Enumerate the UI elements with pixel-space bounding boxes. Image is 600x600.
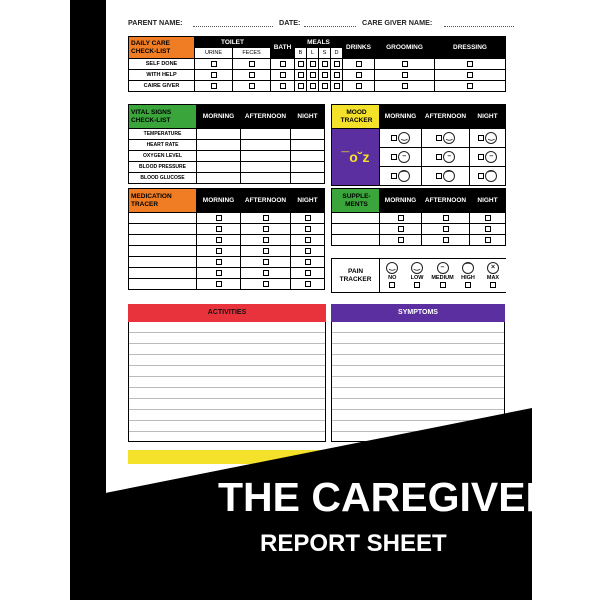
daily-care-row-label: SELF DONE	[129, 59, 195, 70]
neutral-face-icon: –	[443, 151, 455, 163]
supp-afternoon-header: AFTERNOON	[422, 189, 470, 213]
pain-tracker-title: PAIN TRACKER	[332, 259, 380, 293]
pain-face-icon: ×	[487, 262, 499, 274]
pain-level-label: HIGH	[461, 274, 475, 281]
supplements-title: SUPPLE- MENTS	[332, 189, 380, 213]
med-afternoon-header: AFTERNOON	[241, 189, 291, 213]
thinking-face-icon: ¯o˘z	[341, 149, 370, 165]
vital-row-label: OXYGEN LEVEL	[129, 151, 197, 162]
pain-face-icon: ‿	[411, 262, 423, 274]
medication-title: MEDICATION TRACER	[129, 189, 197, 213]
sad-face-icon: ⌒	[398, 170, 410, 182]
daily-care-row-label: CAIRE GIVER	[129, 81, 195, 92]
grooming-header: GROOMING	[375, 37, 435, 59]
urine-header: URINE	[195, 48, 233, 59]
pain-level-label: LOW	[410, 274, 424, 281]
mood-night-header: NIGHT	[470, 105, 506, 129]
meal-s-header: S	[319, 48, 331, 59]
pain-face-icon: ‿	[386, 262, 398, 274]
pain-level-label: MEDIUM	[431, 274, 454, 281]
bath-header: BATH	[271, 37, 295, 59]
supp-night-header: NIGHT	[470, 189, 506, 213]
supp-morning-header: MORNING	[380, 189, 422, 213]
daily-care-row-label: WITH HELP	[129, 70, 195, 81]
vital-row-label: TEMPERATURE	[129, 129, 197, 140]
dressing-header: DRESSING	[435, 37, 506, 59]
med-night-header: NIGHT	[291, 189, 325, 213]
mood-morning-header: MORNING	[380, 105, 422, 129]
neutral-face-icon: –	[485, 151, 497, 163]
drinks-header: DRINKS	[343, 37, 375, 59]
neutral-face-icon: –	[398, 151, 410, 163]
date-label: DATE:	[279, 18, 301, 27]
vital-signs-title: VITAL SIGNS CHECK-LIST	[129, 105, 197, 129]
sad-face-icon: ⌒	[485, 170, 497, 182]
mood-tracker-title: MOOD TRACKER	[332, 105, 380, 129]
toilet-header: TOILET	[195, 37, 271, 48]
happy-face-icon: ‿	[485, 132, 497, 144]
cover-subtitle: REPORT SHEET	[260, 530, 447, 557]
vital-night-header: NIGHT	[291, 105, 325, 129]
daily-care-title: DAILY CARE CHECK-LIST	[129, 37, 195, 59]
activities-header: ACTIVITIES	[128, 304, 326, 322]
pain-level-label: MAX	[486, 274, 500, 281]
mood-afternoon-header: AFTERNOON	[422, 105, 470, 129]
parent-name-label: PARENT NAME:	[128, 18, 183, 27]
caregiver-name-label: CARE GIVER NAME:	[362, 18, 433, 27]
vital-row-label: HEART RATE	[129, 140, 197, 151]
pain-face-icon: ⌒	[462, 262, 474, 274]
pain-level-label: NO	[388, 274, 397, 281]
meal-l-header: L	[307, 48, 319, 59]
med-morning-header: MORNING	[197, 189, 241, 213]
vital-afternoon-header: AFTERNOON	[241, 105, 291, 129]
pain-face-icon: –	[437, 262, 449, 274]
happy-face-icon: ‿	[398, 132, 410, 144]
sad-face-icon: ⌒	[443, 170, 455, 182]
vital-row-label: BLOOD GLUCOSE	[129, 173, 197, 184]
meals-header: MEALS	[295, 37, 343, 48]
feces-header: FECES	[233, 48, 271, 59]
happy-face-icon: ‿	[443, 132, 455, 144]
meal-b-header: B	[295, 48, 307, 59]
meal-d-header: D	[331, 48, 343, 59]
cover-title: THE CAREGIVER	[218, 474, 556, 520]
symptoms-header: SYMPTOMS	[331, 304, 505, 322]
vital-morning-header: MORNING	[197, 105, 241, 129]
vital-row-label: BLOOD PRESSURE	[129, 162, 197, 173]
